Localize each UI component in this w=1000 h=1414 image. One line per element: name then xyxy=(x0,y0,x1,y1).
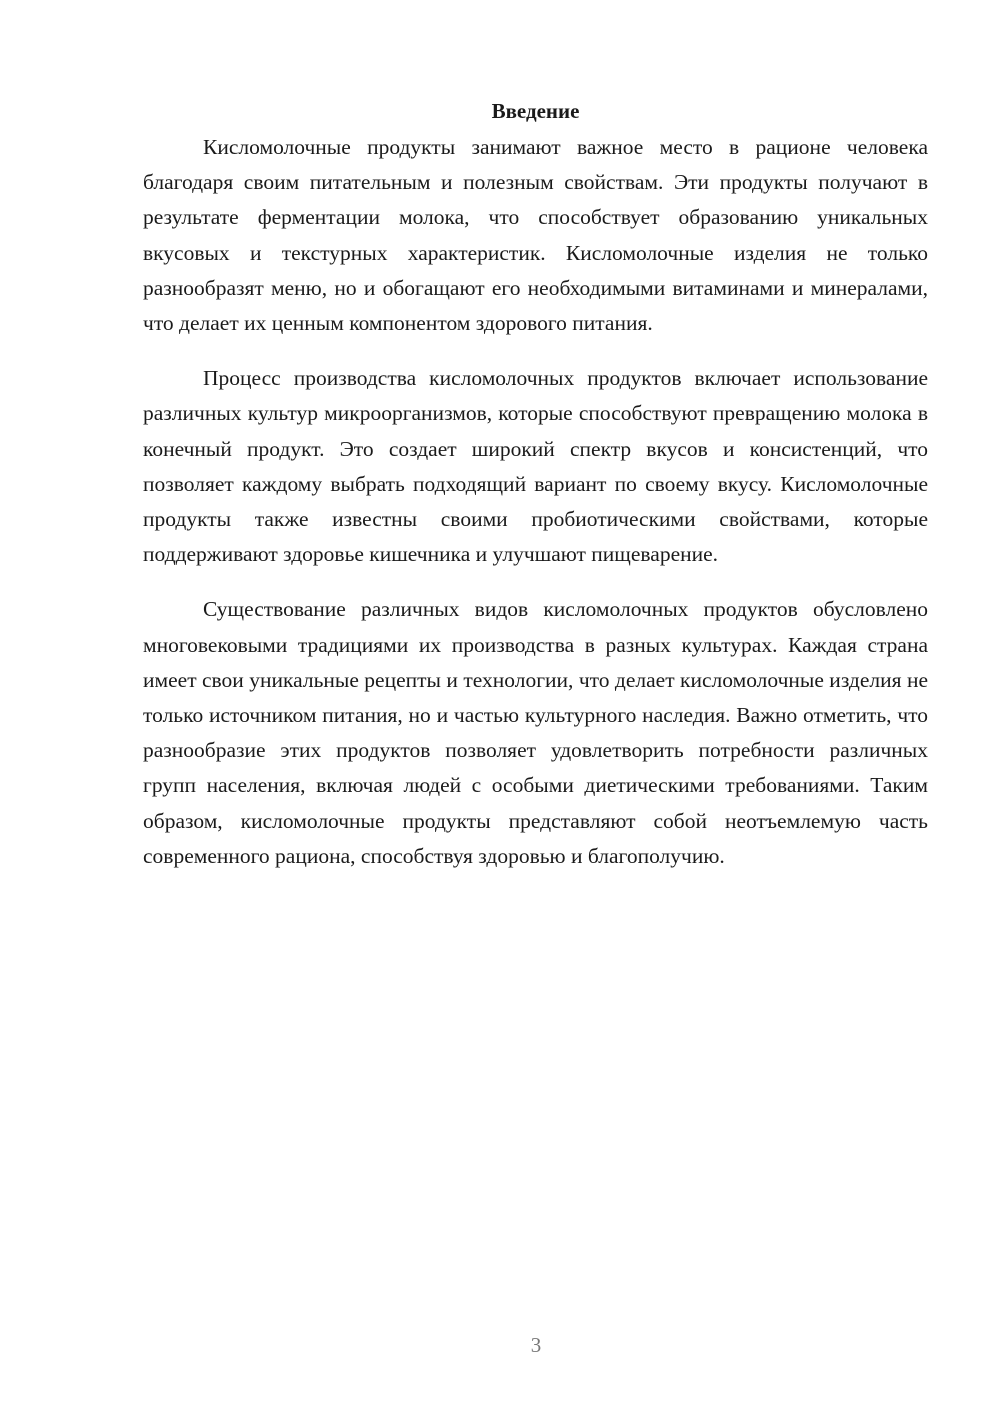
paragraph-3: Существование различных видов кисломолочных продуктов обусловлено многовековыми традициями их производства в разных культурах. Каждая страна имеет свои уникальные рецепты и технологии, что делает кисломолочные изделия не только источником питания, но и частью культурного наследия. Важно отметить, что разнообразие этих продуктов позволяет удовлетворить потребности различных групп населения, включая людей с особыми диетическими требованиями. Таким образом, кисломолочные продукты представляют собой неотъемлемую часть современного рациона, способствуя здоровью и благополучию. xyxy=(143,597,928,868)
page-content xyxy=(143,96,928,894)
page-title: Введение xyxy=(491,99,580,123)
paragraph-1: Кисломолочные продукты занимают важное место в рационе человека благодаря своим питательным и полезным свойствам. Эти продукты получают в результате ферментации молока, что способствует образованию уникальных вкусовых и текстурных характеристик. Кисломолочные изделия не только разнообразят меню, но и обогащают его необходимыми витаминами и минералами, что делает их ценным компонентом здорового питания. xyxy=(143,135,928,336)
page-number: 3 xyxy=(530,1333,542,1357)
paragraph-2: Процесс производства кисломолочных продуктов включает использование различных культур микроорганизмов, которые способствуют превращению молока в конечный продукт. Это создает широкий спектр вкусов и консистенций, что позволяет каждому выбрать подходящий вариант по своему вкусу. Кисломолочные продукты также известны своими пробиотическими свойствами, которые поддерживают здоровье кишечника и улучшают пищеварение. xyxy=(143,366,928,567)
